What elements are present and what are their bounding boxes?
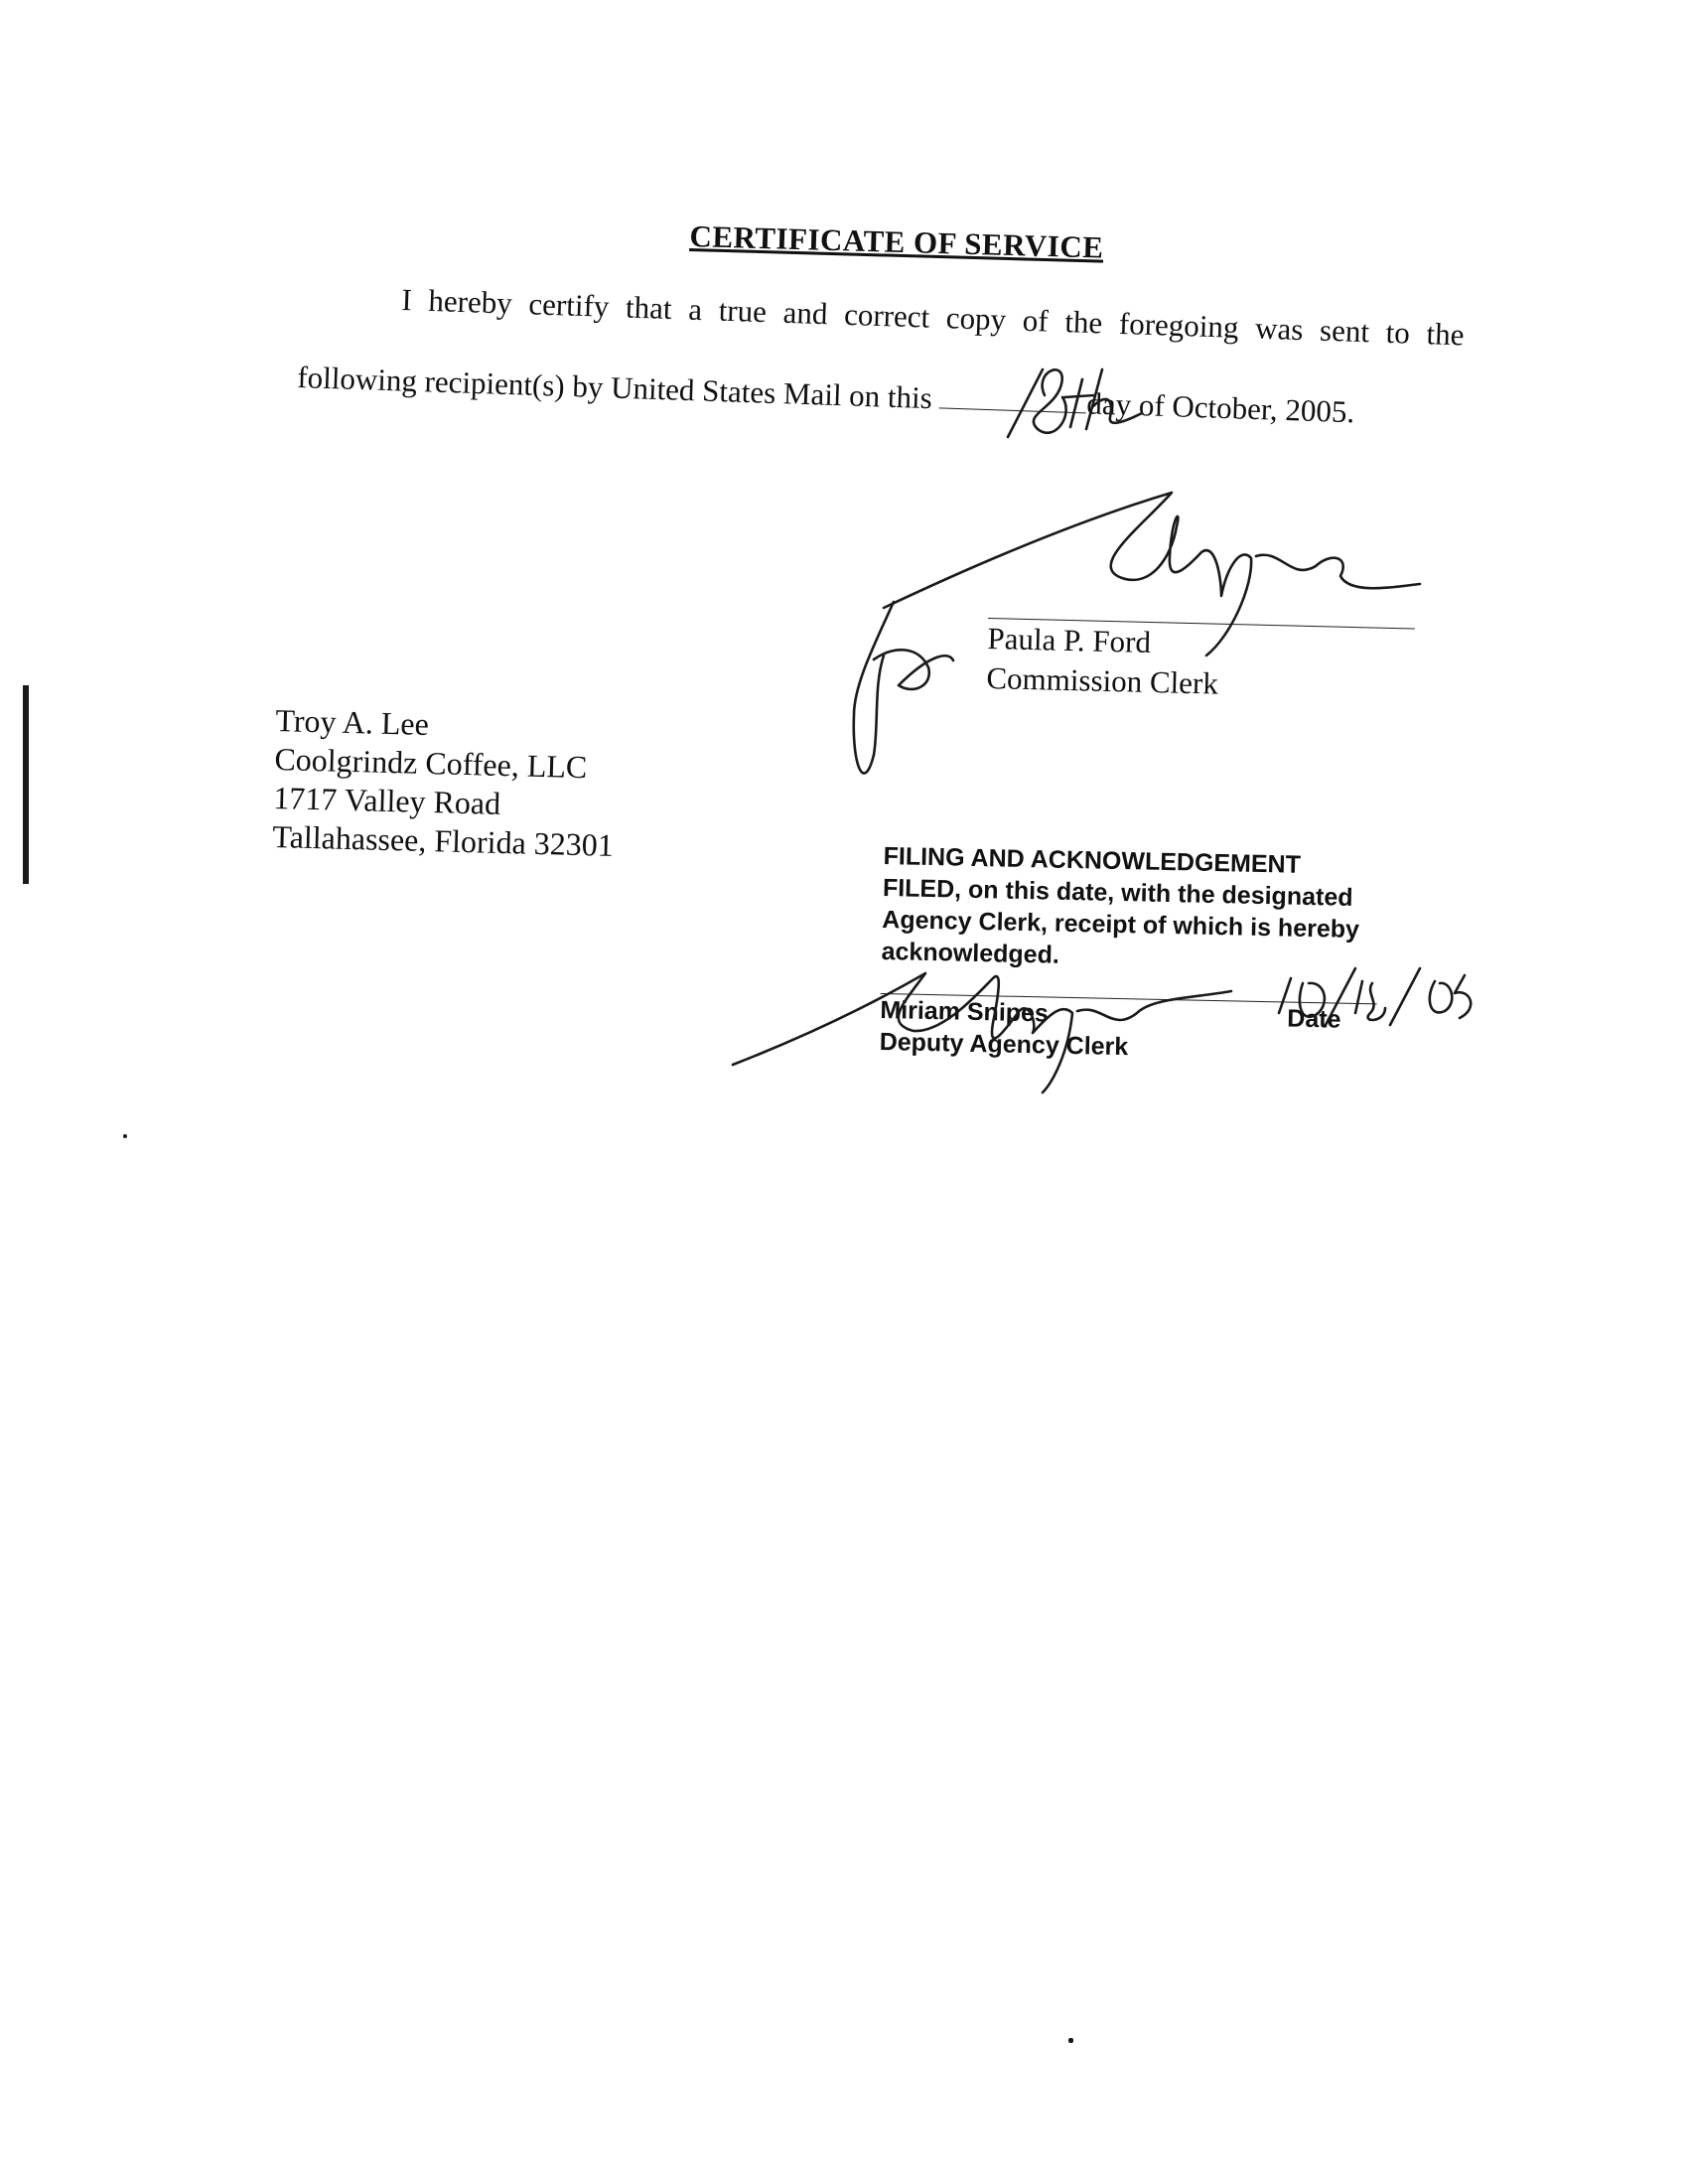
recipient-address xyxy=(272,701,617,865)
clerk-title: Deputy Agency Clerk xyxy=(879,1027,1129,1062)
certification-text-pre: following recipient(s) by United States Mail on this xyxy=(296,360,933,416)
date-label: Date xyxy=(1287,1004,1341,1034)
day-blank xyxy=(939,381,1087,413)
address-line: 1717 Valley Road xyxy=(272,779,501,821)
stamp-line: acknowledged. xyxy=(881,937,1060,969)
certification-text-line-1: I hereby certify that a true and correct copy of the foregoing was sent to the xyxy=(400,282,1466,353)
certification-text-post: day of October, 2005. xyxy=(1085,385,1355,430)
stamp-line: Agency Clerk, receipt of which is hereby xyxy=(882,905,1360,945)
address-line: Coolgrindz Coffee, LLC xyxy=(274,740,588,786)
signer-title: Commission Clerk xyxy=(986,659,1219,701)
scan-edge-mark xyxy=(23,685,29,884)
address-line: Troy A. Lee xyxy=(275,701,430,743)
certification-text-line-2 xyxy=(297,360,1355,430)
signature-for xyxy=(854,602,953,774)
scan-edge-mark xyxy=(123,1134,127,1138)
filing-stamp xyxy=(879,840,1379,1068)
signature-block xyxy=(986,618,1415,708)
stamp-heading: FILING AND ACKNOWLEDGEMENT xyxy=(883,841,1302,879)
address-line: Tallahassee, Florida 32301 xyxy=(271,817,615,863)
page-title: CERTIFICATE OF SERVICE xyxy=(689,218,1104,265)
scan-edge-mark xyxy=(1068,2038,1073,2043)
stamp-line: FILED, on this date, with the designated xyxy=(882,873,1353,912)
clerk-name: Miriam Snipes xyxy=(880,995,1050,1028)
signer-name: Paula P. Ford xyxy=(987,620,1152,660)
